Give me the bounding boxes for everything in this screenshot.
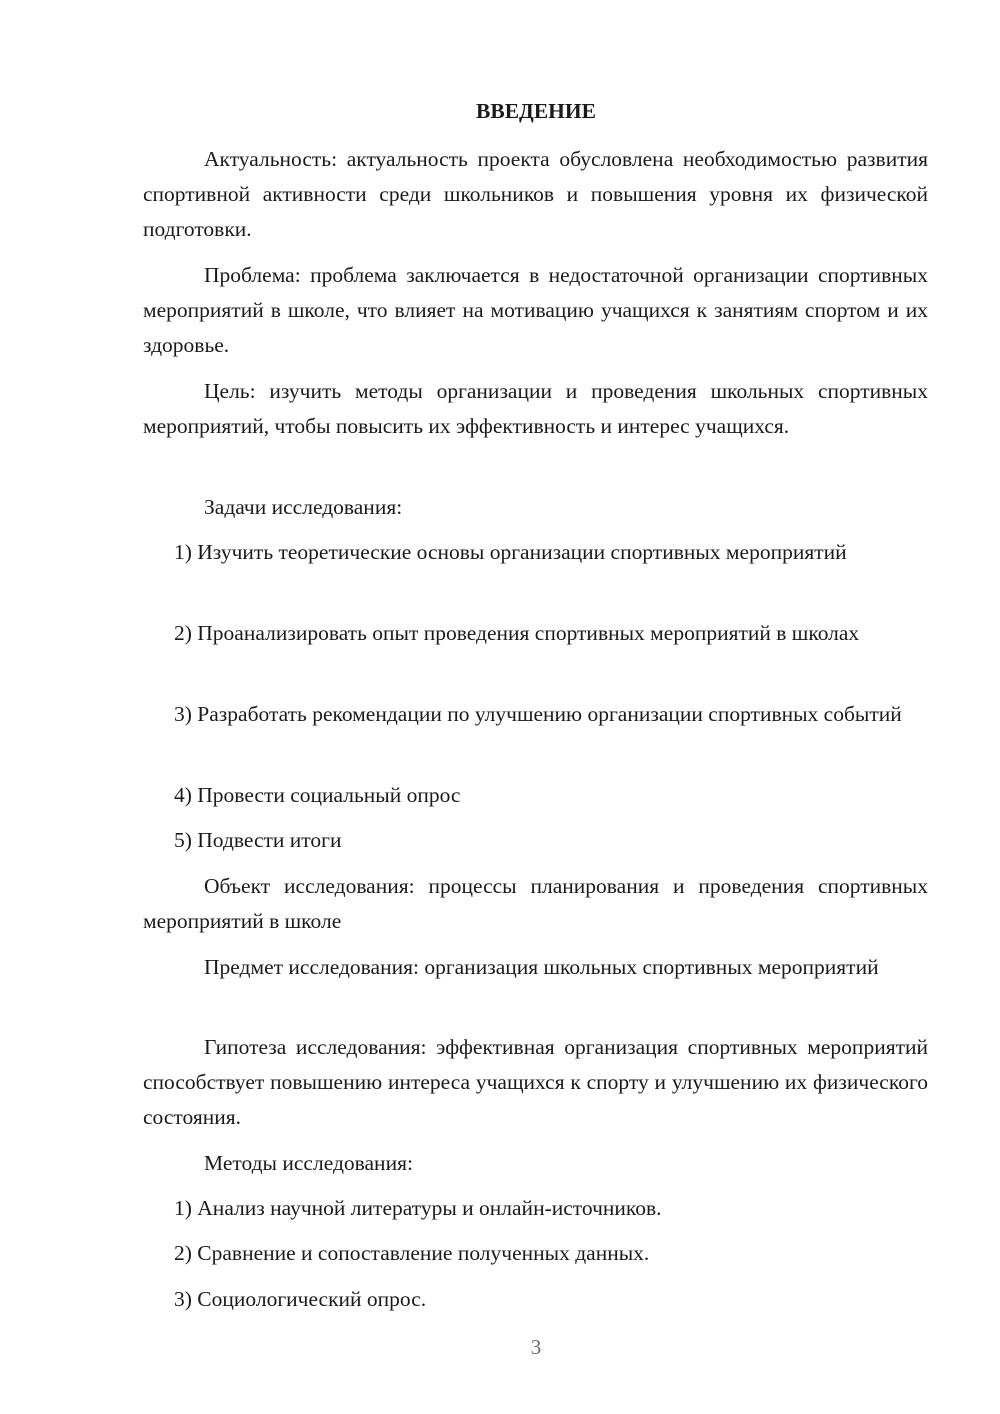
goal-paragraph: Цель: изучить методы организации и проведения школьных спортивных мероприятий, чтобы повысить их эффективность и интерес учащихся. [143,379,928,438]
method-item-1: 1) Анализ научной литературы и онлайн-источников. [174,1196,662,1220]
task-item-1: 1) Изучить теоретические основы организации спортивных мероприятий [174,540,847,564]
task-item-3: 3) Разработать рекомендации по улучшению организации спортивных событий [174,702,902,726]
task-item-5: 5) Подвести итоги [174,828,342,852]
page-title: ВВЕДЕНИЕ [476,99,596,123]
object-paragraph: Объект исследования: процессы планирования и проведения спортивных мероприятий в школе [143,874,928,933]
tasks-title: Задачи исследования: [204,495,403,519]
task-item-4: 4) Провести социальный опрос [174,783,461,807]
methods-title: Методы исследования: [204,1151,413,1175]
subject-paragraph: Предмет исследования: организация школьных спортивных мероприятий [204,955,879,979]
hypothesis-paragraph: Гипотеза исследования: эффективная организация спортивных мероприятий способствует повышению интереса учащихся к спорту и улучшению их физического состояния. [143,1035,928,1129]
relevance-paragraph: Актуальность: актуальность проекта обусловлена необходимостью развития спортивной активности среди школьников и повышения уровня их физической подготовки. [143,147,928,241]
method-item-2: 2) Сравнение и сопоставление полученных данных. [174,1241,650,1265]
problem-paragraph: Проблема: проблема заключается в недостаточной организации спортивных мероприятий в школе, что влияет на мотивацию учащихся к занятиям спортом и их здоровье. [143,263,928,357]
task-item-2: 2) Проанализировать опыт проведения спортивных мероприятий в школах [174,621,860,645]
page-number: 3 [530,1335,542,1359]
method-item-3: 3) Социологический опрос. [174,1287,427,1311]
